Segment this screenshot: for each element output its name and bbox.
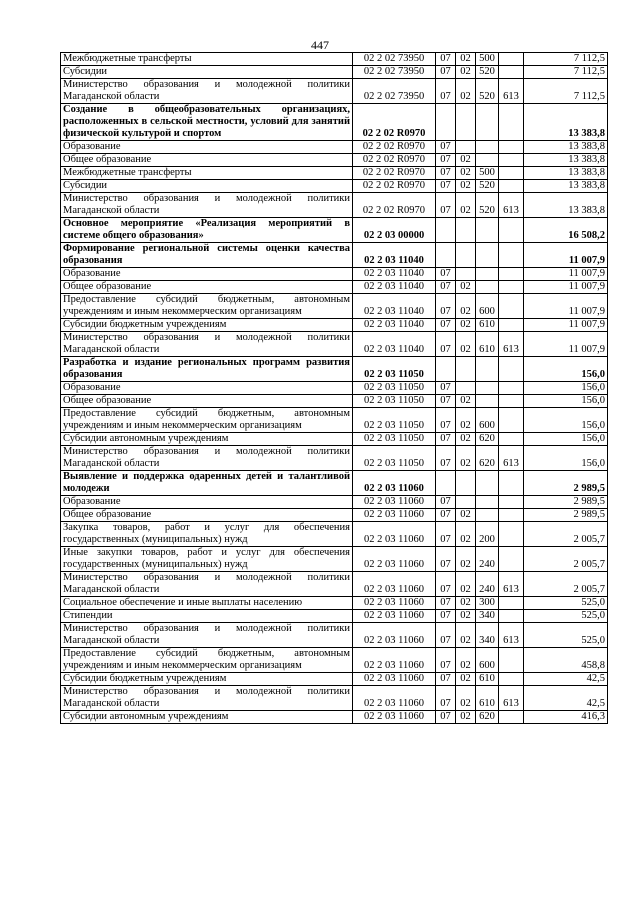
- row-ministry-code: [499, 53, 524, 66]
- row-subsection: 02: [456, 294, 476, 319]
- row-code: 02 2 03 11050: [353, 382, 436, 395]
- table-row: [61, 193, 608, 218]
- row-ministry-code: [499, 281, 524, 294]
- row-expense-type: 200: [476, 522, 499, 547]
- row-code: 02 2 02 R0970: [353, 141, 436, 154]
- row-code: 02 2 03 11060: [353, 610, 436, 623]
- row-name: Субсидии автономным учреждениям: [61, 433, 353, 446]
- row-name: Иные закупки товаров, работ и услуг для обеспечения государственных (муниципальных) нужд: [61, 547, 353, 572]
- table-row: [61, 104, 608, 141]
- row-code: 02 2 03 11060: [353, 711, 436, 724]
- row-code: 02 2 03 11060: [353, 623, 436, 648]
- row-ministry-code: [499, 496, 524, 509]
- row-expense-type: 340: [476, 623, 499, 648]
- row-name: Создание в общеобразовательных организациях, расположенных в сельской местности, условий для занятий физической культурой и спортом: [61, 104, 353, 141]
- table-row: [61, 218, 608, 243]
- row-ministry-code: [499, 522, 524, 547]
- row-ministry-code: [499, 294, 524, 319]
- row-ministry-code: [499, 610, 524, 623]
- row-section: 07: [436, 53, 456, 66]
- row-expense-type: 340: [476, 610, 499, 623]
- row-ministry-code: 613: [499, 193, 524, 218]
- row-expense-type: 600: [476, 294, 499, 319]
- table-row: [61, 471, 608, 496]
- row-amount: 156,0: [524, 433, 608, 446]
- row-amount: 13 383,8: [524, 141, 608, 154]
- row-amount: 7 112,5: [524, 79, 608, 104]
- row-name: Субсидии: [61, 180, 353, 193]
- row-ministry-code: [499, 509, 524, 522]
- row-ministry-code: [499, 319, 524, 332]
- row-amount: 13 383,8: [524, 167, 608, 180]
- row-ministry-code: 613: [499, 572, 524, 597]
- row-code: 02 2 03 11040: [353, 268, 436, 281]
- row-expense-type: 610: [476, 332, 499, 357]
- table-row: [61, 395, 608, 408]
- row-subsection: 02: [456, 686, 476, 711]
- row-name: Основное мероприятие «Реализация мероприятий в системе общего образования»: [61, 218, 353, 243]
- row-name: Министерство образования и молодежной политики Магаданской области: [61, 332, 353, 357]
- row-code: 02 2 03 11060: [353, 496, 436, 509]
- row-expense-type: [476, 357, 499, 382]
- row-amount: 156,0: [524, 382, 608, 395]
- row-name: Образование: [61, 496, 353, 509]
- row-section: 07: [436, 686, 456, 711]
- row-ministry-code: [499, 268, 524, 281]
- row-code: 02 2 03 11040: [353, 243, 436, 268]
- row-expense-type: 620: [476, 711, 499, 724]
- row-amount: 156,0: [524, 446, 608, 471]
- row-amount: 525,0: [524, 610, 608, 623]
- row-expense-type: 520: [476, 66, 499, 79]
- row-ministry-code: [499, 408, 524, 433]
- row-expense-type: 520: [476, 180, 499, 193]
- row-amount: 11 007,9: [524, 281, 608, 294]
- row-ministry-code: 613: [499, 79, 524, 104]
- page-number: 447: [311, 38, 329, 52]
- row-name: Общее образование: [61, 154, 353, 167]
- row-name: Межбюджетные трансферты: [61, 53, 353, 66]
- row-code: 02 2 03 11050: [353, 395, 436, 408]
- row-code: 02 2 03 00000: [353, 218, 436, 243]
- row-subsection: [456, 357, 476, 382]
- row-name: Закупка товаров, работ и услуг для обеспечения государственных (муниципальных) нужд: [61, 522, 353, 547]
- row-ministry-code: 613: [499, 686, 524, 711]
- row-expense-type: [476, 509, 499, 522]
- table-row: [61, 408, 608, 433]
- row-name: Субсидии бюджетным учреждениям: [61, 319, 353, 332]
- row-ministry-code: [499, 673, 524, 686]
- row-ministry-code: [499, 547, 524, 572]
- table-row: [61, 522, 608, 547]
- row-section: 07: [436, 522, 456, 547]
- row-name: Министерство образования и молодежной политики Магаданской области: [61, 446, 353, 471]
- row-subsection: [456, 268, 476, 281]
- row-subsection: [456, 471, 476, 496]
- table-row: [61, 610, 608, 623]
- table-row: [61, 180, 608, 193]
- row-name: Общее образование: [61, 509, 353, 522]
- row-code: 02 2 03 11060: [353, 509, 436, 522]
- row-expense-type: [476, 496, 499, 509]
- row-subsection: 02: [456, 408, 476, 433]
- table-row: [61, 623, 608, 648]
- row-amount: 16 508,2: [524, 218, 608, 243]
- row-section: 07: [436, 180, 456, 193]
- row-amount: 13 383,8: [524, 193, 608, 218]
- row-code: 02 2 02 R0970: [353, 154, 436, 167]
- row-subsection: 02: [456, 673, 476, 686]
- row-subsection: [456, 243, 476, 268]
- row-expense-type: 620: [476, 433, 499, 446]
- row-subsection: 02: [456, 154, 476, 167]
- row-amount: 13 383,8: [524, 104, 608, 141]
- row-section: 07: [436, 167, 456, 180]
- row-name: Министерство образования и молодежной политики Магаданской области: [61, 623, 353, 648]
- row-expense-type: [476, 218, 499, 243]
- row-name: Разработка и издание региональных программ развития образования: [61, 357, 353, 382]
- row-section: 07: [436, 408, 456, 433]
- row-subsection: [456, 382, 476, 395]
- row-name: Предоставление субсидий бюджетным, автономным учреждениям и иным некоммерческим организациям: [61, 294, 353, 319]
- row-section: [436, 357, 456, 382]
- row-subsection: [456, 496, 476, 509]
- table-row: [61, 167, 608, 180]
- row-name: Стипендии: [61, 610, 353, 623]
- table-row: [61, 79, 608, 104]
- row-expense-type: [476, 243, 499, 268]
- row-subsection: 02: [456, 281, 476, 294]
- row-amount: 525,0: [524, 597, 608, 610]
- row-name: Общее образование: [61, 281, 353, 294]
- row-code: 02 2 03 11060: [353, 471, 436, 496]
- row-amount: 2 989,5: [524, 496, 608, 509]
- row-expense-type: 240: [476, 572, 499, 597]
- row-expense-type: 610: [476, 673, 499, 686]
- budget-table: [60, 52, 608, 724]
- row-subsection: 02: [456, 597, 476, 610]
- row-amount: 7 112,5: [524, 66, 608, 79]
- row-section: [436, 104, 456, 141]
- table-row: [61, 686, 608, 711]
- table-row: [61, 154, 608, 167]
- row-code: 02 2 03 11040: [353, 319, 436, 332]
- row-subsection: 02: [456, 547, 476, 572]
- row-amount: 525,0: [524, 623, 608, 648]
- row-ministry-code: [499, 433, 524, 446]
- row-code: 02 2 02 R0970: [353, 180, 436, 193]
- row-amount: 13 383,8: [524, 154, 608, 167]
- row-code: 02 2 03 11060: [353, 547, 436, 572]
- row-amount: 2 005,7: [524, 572, 608, 597]
- row-section: 07: [436, 673, 456, 686]
- row-name: Министерство образования и молодежной политики Магаданской области: [61, 193, 353, 218]
- table-row: [61, 597, 608, 610]
- row-subsection: [456, 218, 476, 243]
- row-name: Межбюджетные трансферты: [61, 167, 353, 180]
- row-expense-type: 300: [476, 597, 499, 610]
- row-subsection: 02: [456, 446, 476, 471]
- row-name: Министерство образования и молодежной политики Магаданской области: [61, 572, 353, 597]
- row-subsection: 02: [456, 332, 476, 357]
- row-name: Министерство образования и молодежной политики Магаданской области: [61, 79, 353, 104]
- row-ministry-code: [499, 471, 524, 496]
- row-section: 07: [436, 433, 456, 446]
- row-expense-type: 600: [476, 408, 499, 433]
- row-subsection: 02: [456, 193, 476, 218]
- row-name: Предоставление субсидий бюджетным, автономным учреждениям и иным некоммерческим организациям: [61, 408, 353, 433]
- row-ministry-code: [499, 154, 524, 167]
- row-section: 07: [436, 509, 456, 522]
- row-code: 02 2 03 11040: [353, 281, 436, 294]
- row-subsection: 02: [456, 395, 476, 408]
- row-amount: 11 007,9: [524, 268, 608, 281]
- row-name: Субсидии: [61, 66, 353, 79]
- row-section: 07: [436, 79, 456, 104]
- table-row: [61, 66, 608, 79]
- row-section: 07: [436, 572, 456, 597]
- row-code: 02 2 03 11050: [353, 446, 436, 471]
- row-name: Министерство образования и молодежной политики Магаданской области: [61, 686, 353, 711]
- row-code: 02 2 02 73950: [353, 53, 436, 66]
- table-row: [61, 547, 608, 572]
- row-amount: 11 007,9: [524, 243, 608, 268]
- row-ministry-code: [499, 648, 524, 673]
- row-name: Выявление и поддержка одаренных детей и талантливой молодежи: [61, 471, 353, 496]
- row-name: Общее образование: [61, 395, 353, 408]
- row-name: Предоставление субсидий бюджетным, автономным учреждениям и иным некоммерческим организациям: [61, 648, 353, 673]
- row-section: 07: [436, 610, 456, 623]
- row-ministry-code: [499, 104, 524, 141]
- row-ministry-code: 613: [499, 332, 524, 357]
- row-section: 07: [436, 193, 456, 218]
- row-section: [436, 243, 456, 268]
- row-code: 02 2 03 11060: [353, 686, 436, 711]
- row-expense-type: [476, 281, 499, 294]
- row-subsection: 02: [456, 572, 476, 597]
- row-amount: 11 007,9: [524, 332, 608, 357]
- row-amount: 156,0: [524, 395, 608, 408]
- row-expense-type: 240: [476, 547, 499, 572]
- row-subsection: 02: [456, 167, 476, 180]
- row-subsection: 02: [456, 623, 476, 648]
- table-row: [61, 357, 608, 382]
- row-code: 02 2 03 11040: [353, 294, 436, 319]
- row-amount: 156,0: [524, 357, 608, 382]
- row-subsection: [456, 141, 476, 154]
- row-code: 02 2 02 R0970: [353, 104, 436, 141]
- row-code: 02 2 03 11040: [353, 332, 436, 357]
- table-row: [61, 572, 608, 597]
- row-code: 02 2 03 11060: [353, 597, 436, 610]
- row-section: 07: [436, 496, 456, 509]
- row-name: Субсидии бюджетным учреждениям: [61, 673, 353, 686]
- row-section: 07: [436, 623, 456, 648]
- row-name: Образование: [61, 382, 353, 395]
- table-row: [61, 281, 608, 294]
- row-amount: 458,8: [524, 648, 608, 673]
- row-amount: 2 005,7: [524, 547, 608, 572]
- row-name: Образование: [61, 141, 353, 154]
- row-subsection: 02: [456, 509, 476, 522]
- row-expense-type: 500: [476, 53, 499, 66]
- row-code: 02 2 02 73950: [353, 66, 436, 79]
- row-ministry-code: 613: [499, 446, 524, 471]
- row-name: Образование: [61, 268, 353, 281]
- row-section: 07: [436, 446, 456, 471]
- row-expense-type: [476, 154, 499, 167]
- table-row: [61, 509, 608, 522]
- table-row: [61, 319, 608, 332]
- row-expense-type: 610: [476, 686, 499, 711]
- row-name: Субсидии автономным учреждениям: [61, 711, 353, 724]
- row-subsection: 02: [456, 522, 476, 547]
- row-amount: 416,3: [524, 711, 608, 724]
- row-section: 07: [436, 294, 456, 319]
- table-row: [61, 268, 608, 281]
- table-row: [61, 53, 608, 66]
- table-row: [61, 243, 608, 268]
- row-section: 07: [436, 332, 456, 357]
- row-subsection: 02: [456, 53, 476, 66]
- table-row: [61, 294, 608, 319]
- row-expense-type: 610: [476, 319, 499, 332]
- row-amount: 2 989,5: [524, 471, 608, 496]
- row-name: Социальное обеспечение и иные выплаты населению: [61, 597, 353, 610]
- table-row: [61, 332, 608, 357]
- table-row: [61, 648, 608, 673]
- row-subsection: 02: [456, 319, 476, 332]
- row-code: 02 2 03 11060: [353, 522, 436, 547]
- row-code: 02 2 02 R0970: [353, 193, 436, 218]
- row-code: 02 2 02 R0970: [353, 167, 436, 180]
- table-row: [61, 446, 608, 471]
- row-expense-type: 500: [476, 167, 499, 180]
- row-ministry-code: [499, 597, 524, 610]
- row-amount: 13 383,8: [524, 180, 608, 193]
- row-section: 07: [436, 711, 456, 724]
- table-row: [61, 673, 608, 686]
- row-section: 07: [436, 547, 456, 572]
- table-row: [61, 496, 608, 509]
- row-amount: 42,5: [524, 673, 608, 686]
- row-section: 07: [436, 395, 456, 408]
- row-code: 02 2 03 11060: [353, 673, 436, 686]
- row-ministry-code: 613: [499, 623, 524, 648]
- row-amount: 11 007,9: [524, 319, 608, 332]
- table-row: [61, 711, 608, 724]
- row-expense-type: 520: [476, 79, 499, 104]
- row-code: 02 2 03 11050: [353, 357, 436, 382]
- row-subsection: 02: [456, 66, 476, 79]
- row-ministry-code: [499, 180, 524, 193]
- row-section: 07: [436, 597, 456, 610]
- row-ministry-code: [499, 66, 524, 79]
- row-amount: 2 989,5: [524, 509, 608, 522]
- row-expense-type: 600: [476, 648, 499, 673]
- row-expense-type: [476, 141, 499, 154]
- row-section: 07: [436, 154, 456, 167]
- row-amount: 156,0: [524, 408, 608, 433]
- row-code: 02 2 03 11050: [353, 433, 436, 446]
- budget-table-body: [61, 53, 608, 724]
- row-section: 07: [436, 648, 456, 673]
- row-expense-type: [476, 395, 499, 408]
- row-code: 02 2 03 11050: [353, 408, 436, 433]
- row-expense-type: 520: [476, 193, 499, 218]
- row-section: [436, 218, 456, 243]
- row-subsection: 02: [456, 433, 476, 446]
- row-amount: 7 112,5: [524, 53, 608, 66]
- row-ministry-code: [499, 167, 524, 180]
- row-ministry-code: [499, 141, 524, 154]
- row-ministry-code: [499, 711, 524, 724]
- row-section: 07: [436, 268, 456, 281]
- row-name: Формирование региональной системы оценки качества образования: [61, 243, 353, 268]
- row-subsection: [456, 104, 476, 141]
- row-subsection: 02: [456, 648, 476, 673]
- row-section: [436, 471, 456, 496]
- row-code: 02 2 03 11060: [353, 572, 436, 597]
- row-amount: 42,5: [524, 686, 608, 711]
- row-code: 02 2 02 73950: [353, 79, 436, 104]
- row-ministry-code: [499, 357, 524, 382]
- row-subsection: 02: [456, 610, 476, 623]
- row-subsection: 02: [456, 711, 476, 724]
- row-section: 07: [436, 141, 456, 154]
- row-section: 07: [436, 281, 456, 294]
- row-expense-type: [476, 268, 499, 281]
- row-expense-type: 620: [476, 446, 499, 471]
- row-expense-type: [476, 104, 499, 141]
- row-ministry-code: [499, 218, 524, 243]
- row-section: 07: [436, 66, 456, 79]
- row-amount: 11 007,9: [524, 294, 608, 319]
- row-subsection: 02: [456, 180, 476, 193]
- table-row: [61, 382, 608, 395]
- row-amount: 2 005,7: [524, 522, 608, 547]
- row-section: 07: [436, 382, 456, 395]
- table-row: [61, 433, 608, 446]
- row-subsection: 02: [456, 79, 476, 104]
- table-row: [61, 141, 608, 154]
- row-code: 02 2 03 11060: [353, 648, 436, 673]
- row-ministry-code: [499, 243, 524, 268]
- row-ministry-code: [499, 382, 524, 395]
- row-section: 07: [436, 319, 456, 332]
- row-ministry-code: [499, 395, 524, 408]
- row-expense-type: [476, 382, 499, 395]
- row-expense-type: [476, 471, 499, 496]
